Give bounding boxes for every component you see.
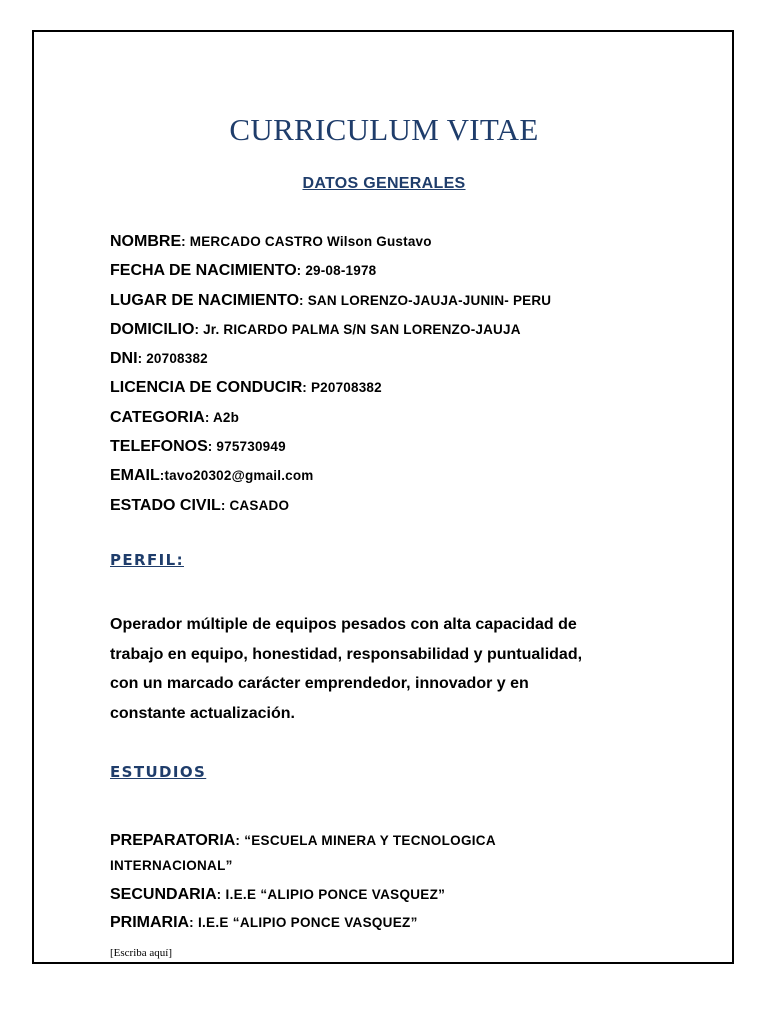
study-value: : I.E.E “ALIPIO PONCE VASQUEZ”	[189, 915, 418, 930]
field-label: DOMICILIO	[110, 320, 195, 338]
study-value: : “ESCUELA MINERA Y TECNOLOGICA	[235, 833, 496, 848]
study-preparatoria	[110, 828, 710, 878]
field-telefonos	[110, 434, 710, 463]
field-label: CATEGORIA	[110, 408, 205, 426]
study-primaria	[110, 910, 710, 936]
field-value: : Jr. RICARDO PALMA S/N SAN LORENZO-JAUJA	[194, 321, 521, 337]
field-value: : 29-08-1978	[296, 263, 377, 279]
section-heading-perfil: PERFIL:	[110, 551, 184, 569]
document-title: CURRICULUM VITAE	[229, 112, 539, 147]
study-label: PRIMARIA	[110, 914, 190, 931]
general-data-list	[110, 229, 710, 522]
field-value: : CASADO	[220, 497, 290, 513]
profile-line: Operador múltiple de equipos pesados con alta capacidad de	[110, 616, 577, 633]
field-domicilio	[110, 317, 710, 346]
field-label: FECHA DE NACIMIENTO	[110, 262, 297, 280]
section-heading-estudios: ESTUDIOS	[110, 763, 207, 781]
field-value: : SAN LORENZO-JAUJA-JUNIN- PERU	[299, 292, 552, 308]
study-value: : I.E.E “ALIPIO PONCE VASQUEZ”	[216, 887, 446, 902]
field-dni	[110, 346, 710, 375]
field-nombre	[110, 229, 710, 258]
field-value: : 20708382	[137, 351, 208, 367]
field-value: : P20708382	[302, 380, 382, 396]
field-label: ESTADO CIVIL	[110, 496, 221, 514]
field-value: : A2b	[204, 409, 240, 425]
field-value: : MERCADO CASTRO Wilson Gustavo	[181, 234, 432, 249]
field-label: TELEFONOS	[110, 438, 208, 456]
study-secundaria	[110, 882, 710, 908]
profile-paragraph	[110, 610, 670, 728]
profile-line: trabajo en equipo, honestidad, responsabilidad y puntualidad,	[110, 645, 583, 663]
section-subtitle-datos-generales: DATOS GENERALES	[302, 175, 466, 192]
field-value: :tavo20302@gmail.com	[159, 468, 314, 484]
field-label: DNI	[110, 350, 138, 368]
field-estado-civil	[110, 493, 710, 522]
study-value-continued: INTERNACIONAL”	[110, 858, 233, 873]
field-value: : 975730949	[207, 439, 286, 455]
placeholder-text[interactable]: [Escriba aquí]	[110, 947, 172, 959]
field-fecha-nacimiento	[110, 258, 710, 287]
field-email	[110, 463, 710, 492]
field-categoria	[110, 405, 710, 434]
profile-line: con un marcado carácter emprendedor, innovador y en	[110, 675, 529, 692]
field-label: NOMBRE	[110, 233, 182, 250]
profile-line: constante actualización.	[110, 704, 295, 722]
field-label: EMAIL	[110, 467, 160, 485]
field-label: LICENCIA DE CONDUCIR	[110, 379, 303, 397]
study-label: PREPARATORIA	[110, 832, 236, 849]
field-lugar-nacimiento	[110, 288, 710, 317]
study-label: SECUNDARIA	[110, 886, 217, 903]
field-licencia	[110, 375, 710, 404]
studies-list	[110, 828, 710, 936]
field-label: LUGAR DE NACIMIENTO	[110, 291, 300, 309]
